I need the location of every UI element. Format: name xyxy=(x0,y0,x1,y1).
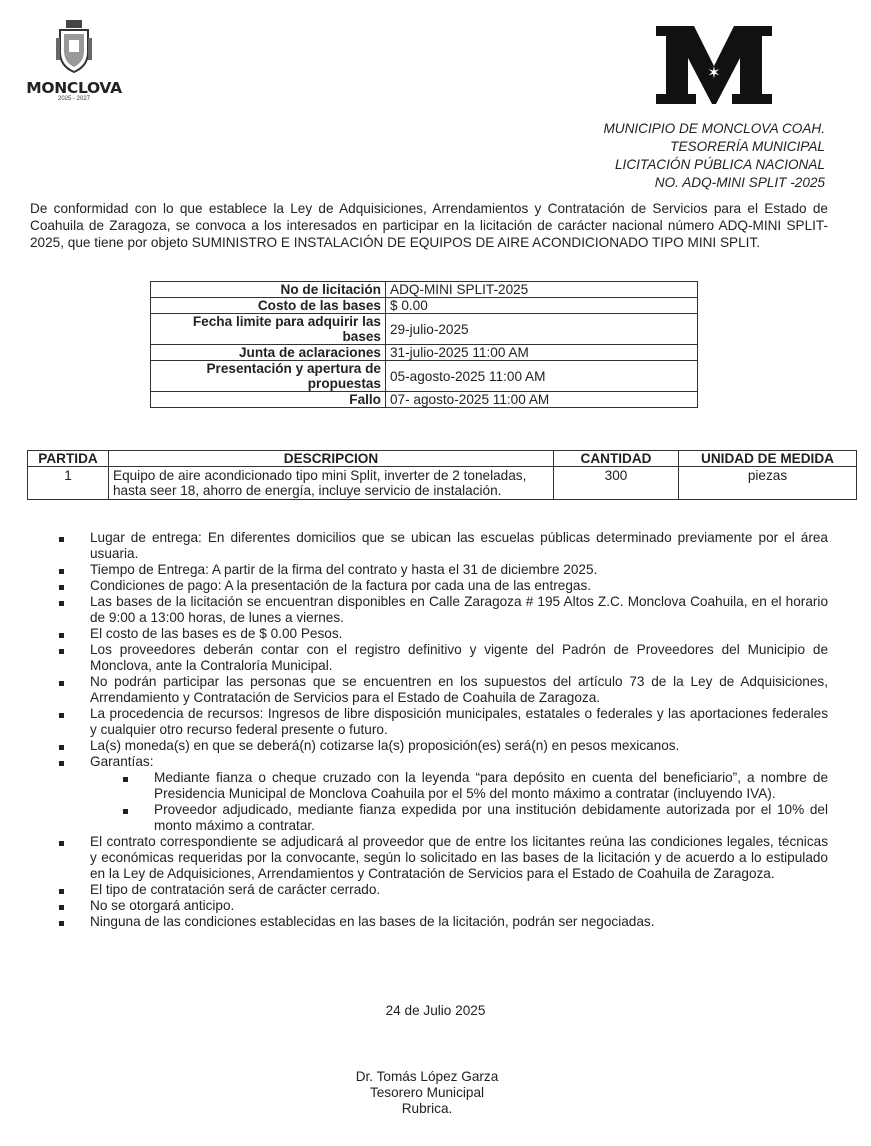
list-item: Lugar de entrega: En diferentes domicilios que se ubican las escuelas públicas determinado previamente por el área usuaria. xyxy=(58,530,828,562)
table-row xyxy=(151,345,698,361)
cell-partida: 1 xyxy=(28,467,109,500)
list-item: Proveedor adjudicado, mediante fianza expedida por una institución debidamente autorizada por el 10% del monto máximo a contratar. xyxy=(122,802,828,834)
list-item: Garantías: xyxy=(58,754,828,770)
list-item: La(s) moneda(s) en que se deberá(n) cotizarse la(s) proposición(es) será(n) en pesos mexicanos. xyxy=(58,738,828,754)
signature-block xyxy=(0,1069,854,1117)
detail-value: 29-julio-2025 xyxy=(386,314,698,345)
brand-star-icon: ✶ xyxy=(707,63,721,82)
list-item: Mediante fianza o cheque cruzado con la leyenda “para depósito en cuenta del beneficiario”, a nombre de Presidencia Municipal de Monclova Coahuila por el 5% del monto máximo a contratar (incluyendo IVA). xyxy=(122,770,828,802)
col-header-unidad: UNIDAD DE MEDIDA xyxy=(679,451,857,467)
list-item: La procedencia de recursos: Ingresos de libre disposición municipales, estatales o federales y las aportaciones federales y cualquier otro recurso federal presente o futuro. xyxy=(58,706,828,738)
signer-title: Tesorero Municipal xyxy=(369,1085,485,1100)
col-header-descripcion: DESCRIPCION xyxy=(109,451,554,467)
cell-descripcion: Equipo de aire acondicionado tipo mini Split, inverter de 2 toneladas, hasta seer 18, ahorro de energía, incluye servicio de instalación. xyxy=(109,467,554,500)
table-row xyxy=(151,282,698,298)
col-header-cantidad: CANTIDAD xyxy=(554,451,679,467)
items-table xyxy=(27,450,857,500)
document-date: 24 de Julio 2025 xyxy=(385,1003,486,1018)
header-tender-type: LICITACIÓN PÚBLICA NACIONAL xyxy=(615,157,825,172)
header-municipality: MUNICIPIO DE MONCLOVA COAH. xyxy=(603,121,825,136)
cell-cantidad: 300 xyxy=(554,467,679,500)
table-row xyxy=(151,361,698,392)
list-item: Tiempo de Entrega: A partir de la firma del contrato y hasta el 31 de diciembre 2025. xyxy=(58,562,828,578)
table-row xyxy=(151,314,698,345)
detail-value: 05-agosto-2025 11:00 AM xyxy=(386,361,698,392)
guarantees-list xyxy=(58,770,828,834)
detail-label: Costo de las bases xyxy=(151,298,386,314)
header-tender-number: NO. ADQ-MINI SPLIT -2025 xyxy=(654,175,825,190)
signature-note: Rubrica. xyxy=(401,1101,453,1116)
header-treasury: TESORERÍA MUNICIPAL xyxy=(670,139,825,154)
detail-label: Fecha limite para adquirir las bases xyxy=(151,314,386,345)
list-item: No podrán participar las personas que se encuentren en los supuestos del artículo 73 de la Ley de Adquisiciones, Arrendamiento y Contratación de Servicios para el Estado de Coahuila de Zaragoza. xyxy=(58,674,828,706)
list-item: El tipo de contratación será de carácter cerrado. xyxy=(58,882,828,898)
list-item: No se otorgará anticipo. xyxy=(58,898,828,914)
detail-value: $ 0.00 xyxy=(386,298,698,314)
list-item: El contrato correspondiente se adjudicará al proveedor que de entre los licitantes reúna las condiciones legales, técnicas y económicas requeridas por la convocante, según lo solicitado en las bases de la licitación y de acuerdo a lo estipulado en la Ley de Adquisiciones, Arrendamientos y Contratación de Servicios para el Estado de Coahuila de Zaragoza. xyxy=(58,834,828,882)
detail-label: Fallo xyxy=(151,392,386,408)
list-item: Los proveedores deberán contar con el registro definitivo y vigente del Padrón de Proveedores del Municipio de Monclova, ante la Contraloría Municipal. xyxy=(58,642,828,674)
crest-shield-icon xyxy=(52,18,96,74)
crest-municipality-name: MONCLOVA xyxy=(26,79,122,97)
monclova-crest-logo xyxy=(24,18,124,103)
detail-label: Junta de aclaraciones xyxy=(151,345,386,361)
list-item: El costo de las bases es de $ 0.00 Pesos. xyxy=(58,626,828,642)
detail-label: No de licitación xyxy=(151,282,386,298)
crest-years: 2025 - 2027 xyxy=(57,96,91,102)
table-row xyxy=(28,467,857,500)
list-item: Ninguna de las condiciones establecidas en las bases de la licitación, podrán ser negociadas. xyxy=(58,914,828,930)
detail-label: Presentación y apertura de propuestas xyxy=(151,361,386,392)
conditions-list xyxy=(58,530,828,930)
table-row xyxy=(151,298,698,314)
detail-value: 07- agosto-2025 11:00 AM xyxy=(386,392,698,408)
table-header-row xyxy=(28,451,857,467)
intro-paragraph: De conformidad con lo que establece la Ley de Adquisiciones, Arrendamientos y Contratación de Servicios para el Estado de Coahuila de Zaragoza, se convoca a los interesados en participar en la licitación de carácter nacional número ADQ-MINI SPLIT-2025, que tiene por objeto SUMINISTRO E INSTALACIÓN DE EQUIPOS DE AIRE ACONDICIONADO TIPO MINI SPLIT. xyxy=(30,201,828,250)
brand-m-logo xyxy=(656,26,772,104)
signer-name: Dr. Tomás López Garza xyxy=(355,1069,499,1084)
list-item: Las bases de la licitación se encuentran disponibles en Calle Zaragoza # 195 Altos Z.C. Monclova Coahuila, en el horario de 9:00 a 13:00 horas, de lunes a viernes. xyxy=(58,594,828,626)
detail-value: 31-julio-2025 11:00 AM xyxy=(386,345,698,361)
table-row xyxy=(151,392,698,408)
guarantees-sublist-wrapper xyxy=(58,770,828,834)
detail-value: ADQ-MINI SPLIT-2025 xyxy=(386,282,698,298)
cell-unidad: piezas xyxy=(679,467,857,500)
list-item: Condiciones de pago: A la presentación de la factura por cada una de las entregas. xyxy=(58,578,828,594)
tender-details-table xyxy=(150,281,698,408)
col-header-partida: PARTIDA xyxy=(28,451,109,467)
document-header xyxy=(603,120,825,192)
